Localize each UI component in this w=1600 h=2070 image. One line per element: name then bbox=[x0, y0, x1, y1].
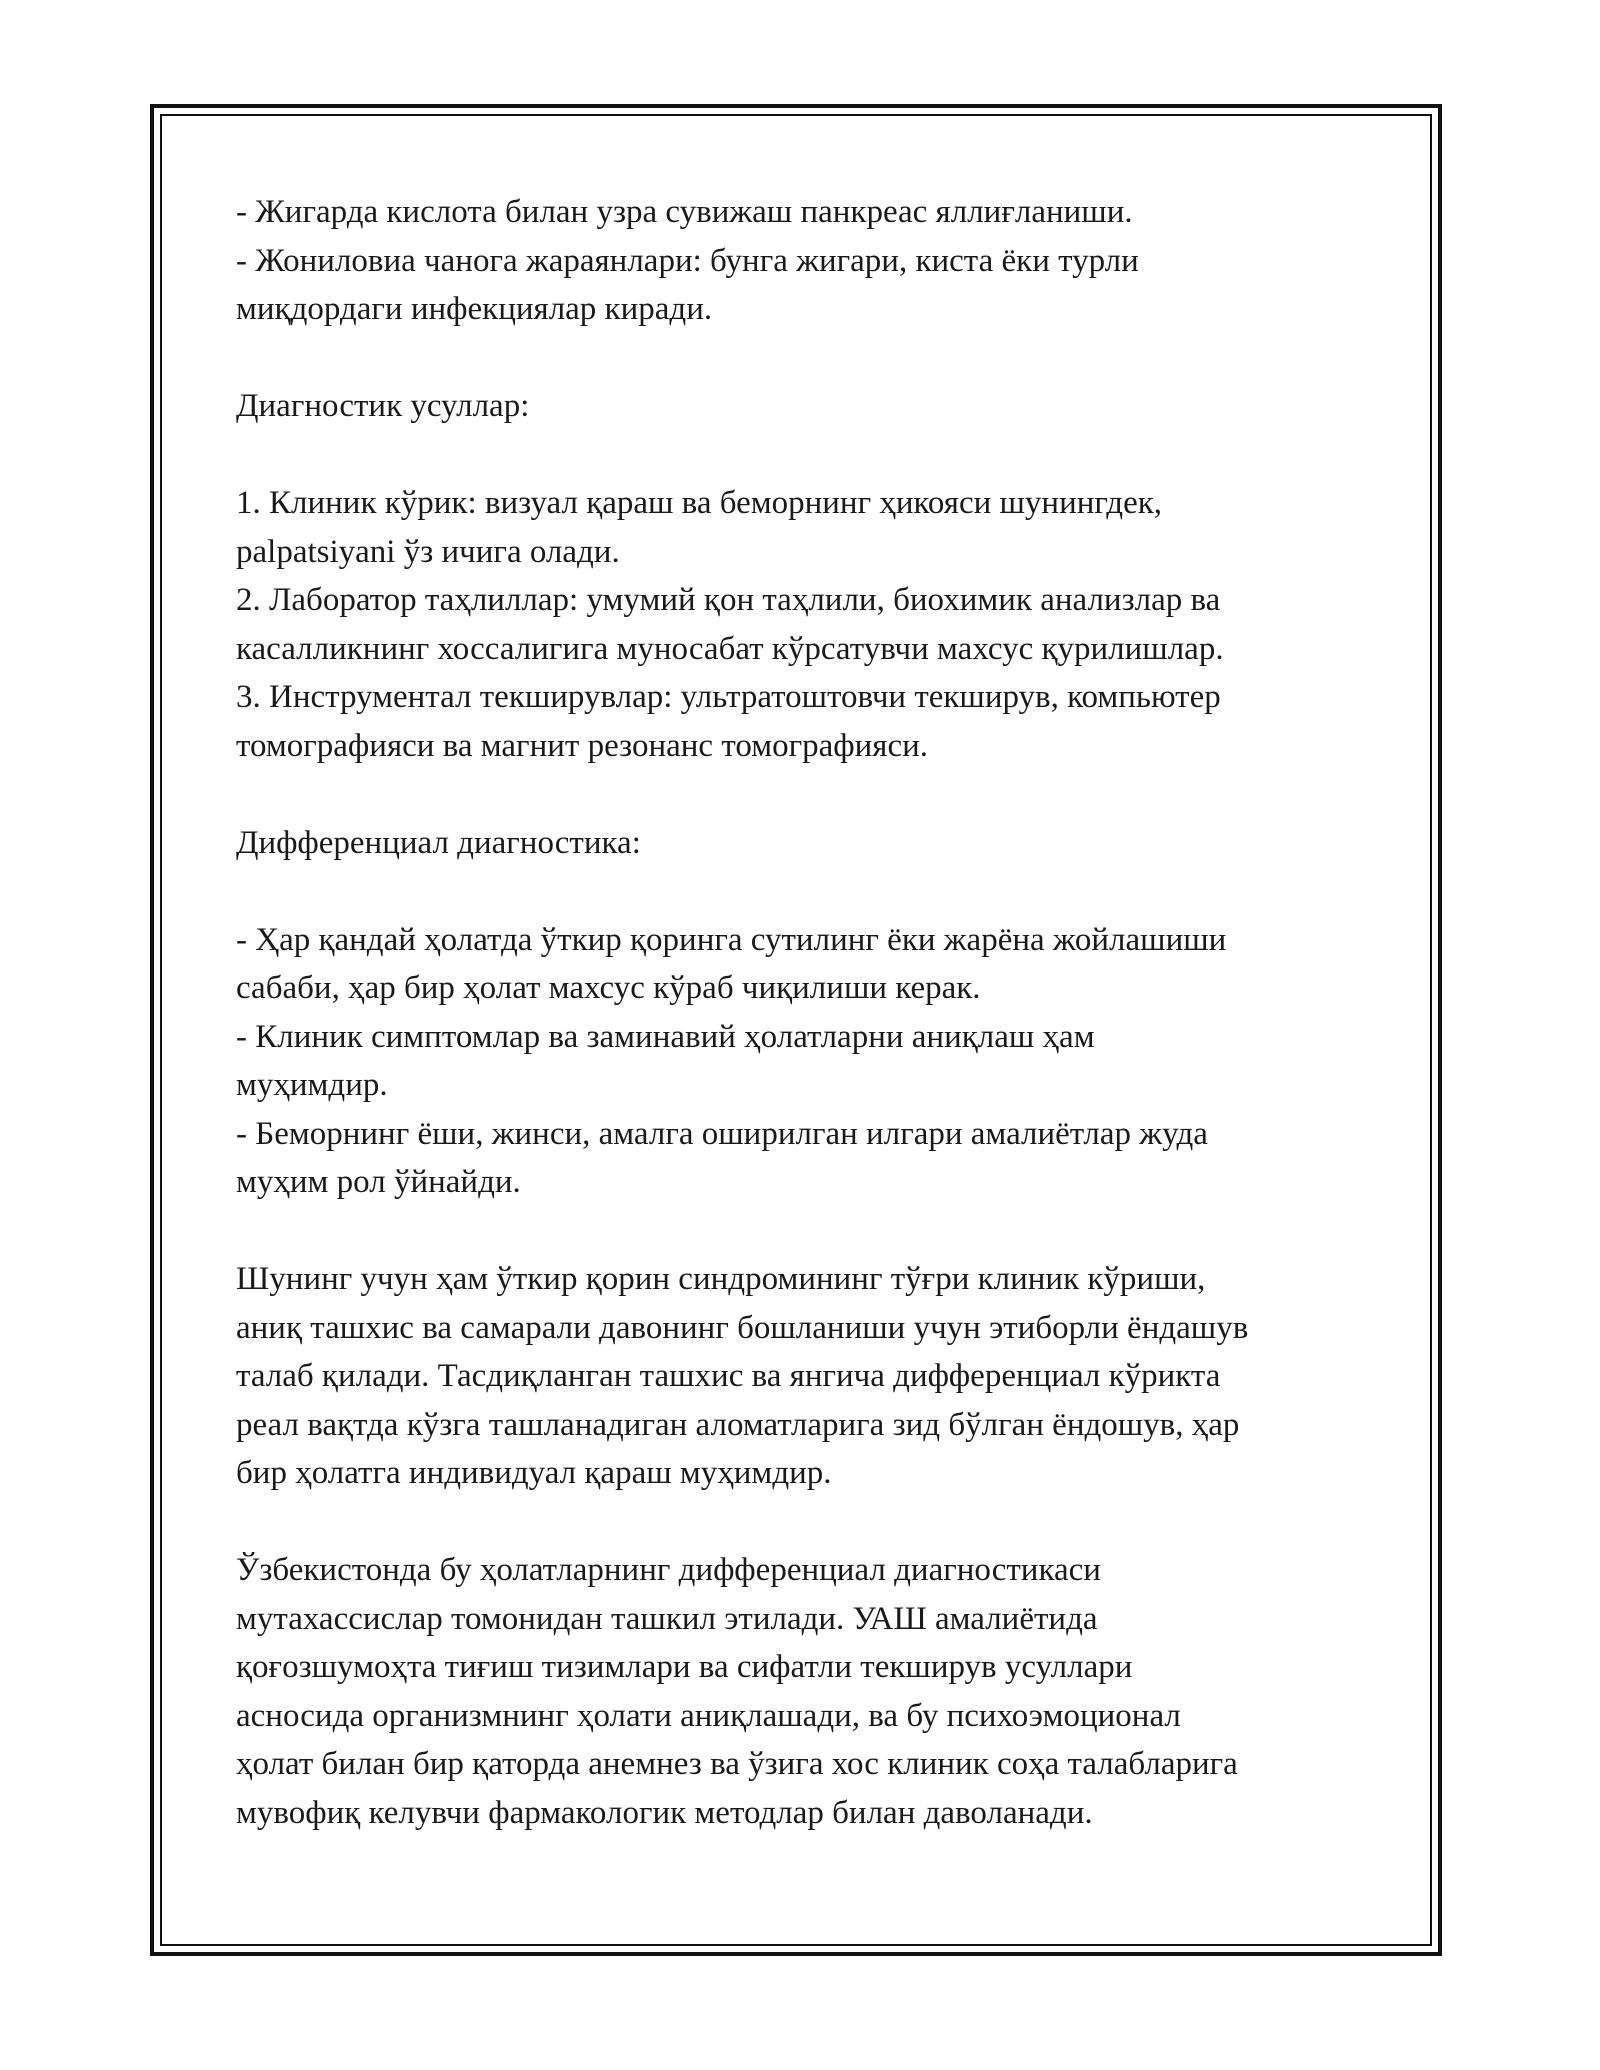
paragraph-uzbekistan bbox=[236, 1546, 1366, 1837]
paragraph-gap bbox=[236, 1498, 1366, 1547]
paragraph-methods-list bbox=[236, 479, 1366, 770]
text-line: мувофиқ келувчи фармакологик методлар билан даволанади. bbox=[236, 1794, 1093, 1831]
paragraph-gap bbox=[236, 334, 1366, 383]
text-line: муҳимдир. bbox=[236, 1067, 388, 1103]
text-line: миқдордаги инфекциялар киради. bbox=[236, 291, 713, 327]
text-line: 1. Клиник кўрик: визуал қараш ва беморнинг ҳикояси шунингдек, bbox=[236, 485, 1162, 521]
text-line: - Ҳар қандай ҳолатда ўткир қоринга сутилинг ёки жарёна жойлашиши bbox=[236, 921, 1227, 958]
paragraph-gap bbox=[236, 431, 1366, 480]
text-line: қоғозшумоҳта тиғиш тизимлари ва сифатли текширув усуллари bbox=[236, 1649, 1133, 1685]
text-line: - Беморнинг ёши, жинси, амалга оширилган илгари амалиётлар жуда bbox=[236, 1115, 1208, 1152]
text-line: касалликнинг хоссалигига муносабат кўрсатувчи махсус қурилишлар. bbox=[236, 630, 1224, 667]
text-line: мутахассислар томонидан ташкил этилади. УАШ амалиётида bbox=[236, 1600, 1098, 1637]
text-line: ҳолат билан бир қаторда анемнез ва ўзига хос клиник соҳа талабларига bbox=[236, 1746, 1238, 1782]
text-line: Ўзбекистонда бу ҳолатларнинг дифференциал диагностикаси bbox=[236, 1552, 1101, 1588]
text-line: Шунинг учун ҳам ўткир қорин синдромининг тўғри клиник кўриши, bbox=[236, 1261, 1206, 1297]
paragraph-gap bbox=[236, 770, 1366, 819]
text-line: талаб қилади. Тасдиқланган ташхис ва янгича дифференциал кўрикта bbox=[236, 1358, 1221, 1394]
text-line: асносида организмнинг ҳолати аниқлашади, ва бу психоэмоционал bbox=[236, 1697, 1181, 1734]
paragraph-differential-list bbox=[236, 916, 1366, 1207]
heading-diagnostic-methods: Диагностик усуллар: bbox=[236, 388, 530, 424]
text-line: бир ҳолатга индивидуал қараш муҳимдир. bbox=[236, 1455, 832, 1491]
text-line: реал вақтда кўзга ташланадиган аломатларига зид бўлган ёндошув, ҳар bbox=[236, 1406, 1240, 1443]
paragraph-gap bbox=[236, 1207, 1366, 1256]
document-body bbox=[236, 188, 1366, 1837]
text-line: муҳим рол ўйнайди. bbox=[236, 1164, 521, 1200]
paragraph-causes bbox=[236, 188, 1366, 334]
text-line: томографияси ва магнит резонанс томографияси. bbox=[236, 727, 929, 764]
text-line: - Жониловиа чанога жараянлари: бунга жигари, киста ёки турли bbox=[236, 242, 1139, 279]
paragraph-conclusion bbox=[236, 1255, 1366, 1498]
text-line: аниқ ташхис ва самарали давонинг бошланиши учун этиборли ёндашув bbox=[236, 1309, 1249, 1346]
heading-differential-diagnosis: Дифференциал диагностика: bbox=[236, 824, 641, 861]
paragraph-gap bbox=[236, 867, 1366, 916]
text-line: 2. Лаборатор таҳлиллар: умумий қон таҳлили, биохимик анализлар ва bbox=[236, 582, 1221, 618]
text-line: palpatsiyani ўз ичига олади. bbox=[236, 533, 620, 570]
text-line: - Клиник симптомлар ва заминавий ҳолатларни аниқлаш ҳам bbox=[236, 1018, 1095, 1055]
text-line: 3. Инструментал текширувлар: ультратоштовчи текширув, компьютер bbox=[236, 679, 1221, 715]
text-line: - Жигарда кислота билан узра сувижаш панкреас яллиғланиши. bbox=[236, 194, 1133, 230]
text-line: сабаби, ҳар бир ҳолат махсус кўраб чиқилиши керак. bbox=[236, 970, 981, 1006]
